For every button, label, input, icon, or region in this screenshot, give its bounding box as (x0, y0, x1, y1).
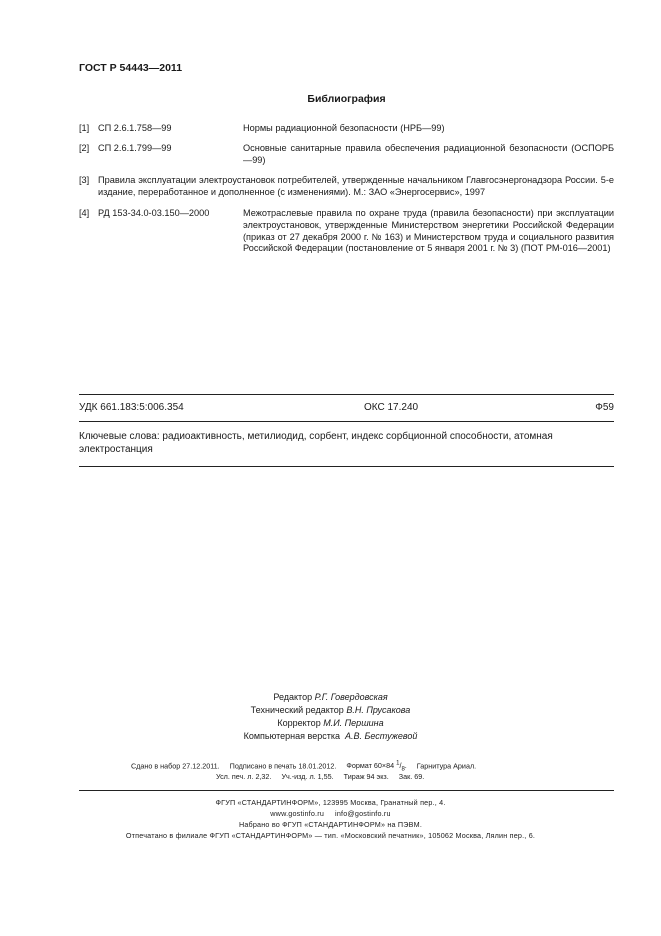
bottom-divider (79, 466, 614, 467)
f-code: Ф59 (595, 402, 614, 413)
credits-corrector (0, 717, 661, 730)
ref-number: [1] (79, 123, 90, 133)
ref-number: [2] (79, 143, 90, 153)
layout-name: А.В. Бестужевой (345, 731, 418, 741)
standard-number: ГОСТ Р 54443—2011 (79, 62, 183, 74)
imprint-typeset-date: Сдано в набор 27.12.2011. (131, 761, 220, 771)
imprint-edit-sheets: Уч.-изд. л. 1,55. (281, 772, 334, 781)
ref-code: СП 2.6.1.758—99 (98, 123, 172, 133)
ref-code: РД 153-34.0-03.150—2000 (98, 208, 210, 218)
keywords: Ключевые слова: радиоактивность, метилиодид, сорбент, индекс сорбционной способности, атомная электростанция (79, 431, 553, 455)
ref-number: [4] (79, 208, 90, 218)
imprint-circulation: Тираж 94 экз. (343, 772, 389, 781)
publisher-printed: Отпечатано в филиале ФГУП «СТАНДАРТИНФОРМ» — тип. «Московский печатник», 105062 Москва, Лялин пер., 6. (125, 831, 536, 840)
top-divider (79, 394, 614, 395)
corrector-label: Корректор (277, 718, 321, 728)
imprint-format: Формат 60×84 $^1/_8$. (346, 761, 407, 773)
ref-code: СП 2.6.1.799—99 (98, 143, 172, 153)
publisher-email-link[interactable]: info@gostinfo.ru (335, 809, 391, 818)
credits-tech-editor (0, 704, 661, 717)
ref-text: Основные санитарные правила обеспечения радиационной безопасности (ОСПОРБ—99) (243, 143, 614, 165)
publisher-address: ФГУП «СТАНДАРТИНФОРМ», 123995 Москва, Гранатный пер., 4. (215, 798, 446, 807)
editor-name: Р.Г. Говердовская (314, 692, 388, 702)
ref-text: Правила эксплуатации электроустановок потребителей, утвержденные начальником Главгосэнергонадзора России. 5-е издание, переработанное и дополненное (с изменениями). М.: ЗАО «Энергосервис», 1997 (98, 175, 614, 197)
layout-label: Компьютерная верстка (243, 731, 340, 741)
imprint-print-sheets: Усл. печ. л. 2,32. (216, 772, 272, 781)
imprint-font: Гарнитура Ариал. (416, 761, 477, 771)
tech-editor-label: Технический редактор (250, 705, 344, 715)
imprint-sign-date: Подписано в печать 18.01.2012. (229, 761, 337, 771)
credits-layout (0, 730, 661, 743)
ref-number: [3] (79, 175, 90, 185)
corrector-name: М.И. Першина (323, 718, 384, 728)
tech-editor-name: В.Н. Прусакова (346, 705, 411, 715)
imprint-order: Зак. 69. (398, 772, 425, 781)
publisher-contacts (0, 808, 661, 819)
imprint-line-2 (216, 770, 424, 784)
oks-code: ОКС 17.240 (364, 402, 419, 413)
ref-text: Нормы радиационной безопасности (НРБ—99) (243, 123, 445, 133)
udk-code: УДК 661.183:5:006.354 (79, 402, 184, 413)
credits-editor (0, 691, 661, 704)
publisher-divider (79, 790, 614, 791)
ref-text: Межотраслевые правила по охране труда (правила безопасности) при эксплуатации электроустановок, утвержденные Министерством энергетики Российской Федерации (приказ от 27 декабря 2000 г. № 163) и Министерством труда и социального развития Российской Федерации (постановление от 5 января 2001 г. № 3) (ПОТ РМ-016—2001) (243, 208, 614, 254)
bibliography-title: Библиография (307, 93, 386, 105)
publisher-typeset: Набрано во ФГУП «СТАНДАРТИНФОРМ» на ПЭВМ. (238, 820, 423, 829)
publisher-site-link[interactable]: www.gostinfo.ru (270, 809, 325, 818)
editor-label: Редактор (273, 692, 313, 702)
middle-divider (79, 421, 614, 422)
